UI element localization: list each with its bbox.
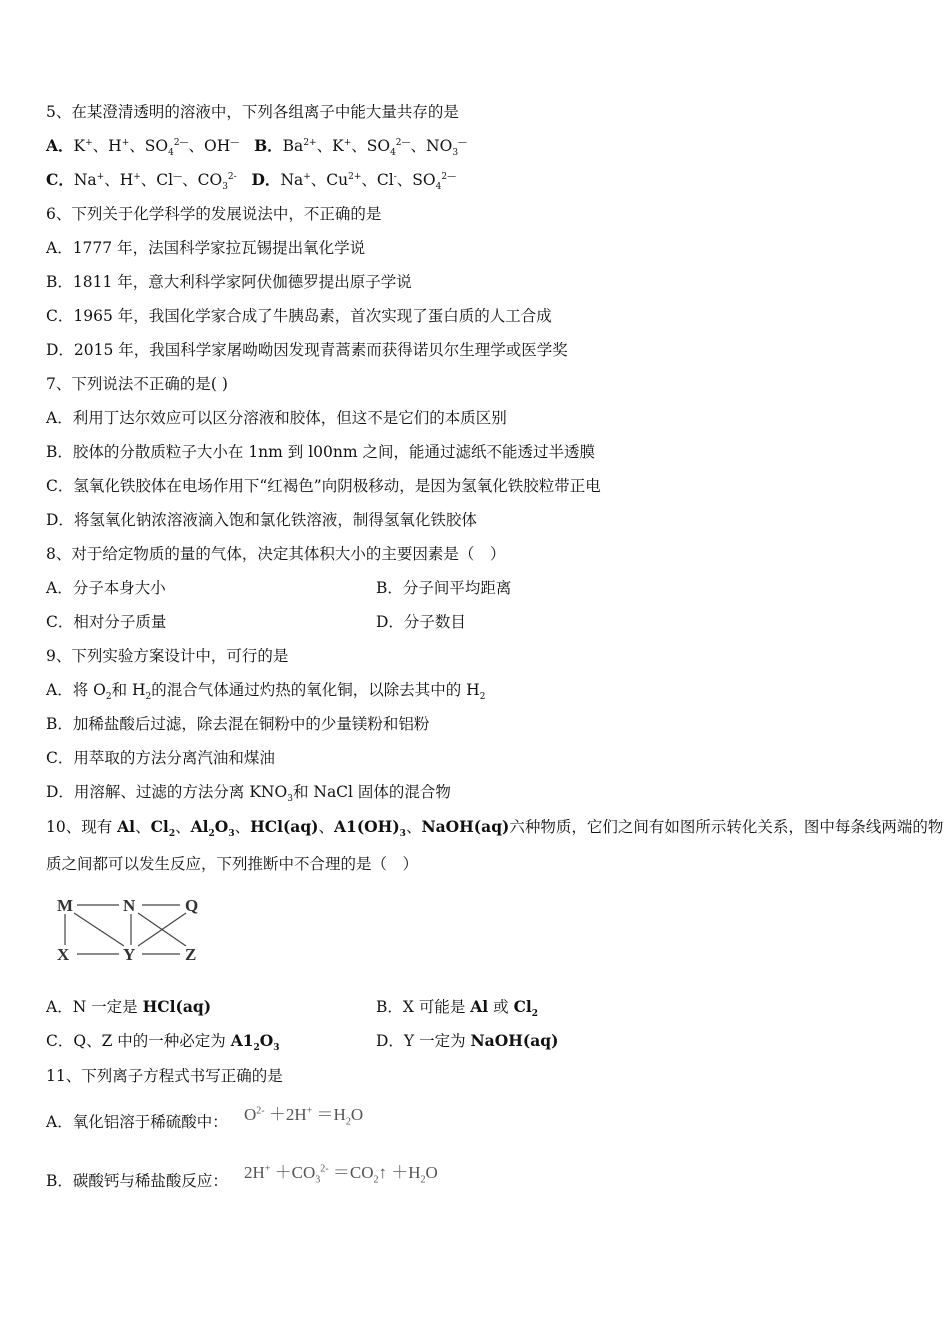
diagram-node-x: X [57,945,70,964]
q11-b-equation: $2H^+ +CO_3^{2-}$ $=CO_2↑ +H_2O$ [244,1163,438,1186]
q8-option-a: A．分子本身大小 [46,579,166,597]
q5-c-ions: Na+、H+、Cl—、$CO_3^{2-}$ [73,171,237,193]
q10-option-c: C．Q、Z 中的一种必定为 $A1_2O_3$ [46,1031,280,1054]
q5-stem: 5、在某澄清透明的溶液中，下列各组离子中能大量共存的是 [46,103,459,121]
q9-option-b: B．加稀盐酸后过滤，除去混在铜粉中的少量镁粉和铝粉 [46,715,430,733]
q5-d-ions: Na+、$Cu^{2+}$、Cl-、$SO_4^{2—}$ [280,171,457,193]
q8-option-c: C．相对分子质量 [46,613,167,631]
q10-stem-line2: 质之间都可以发生反应，下列推断中不合理的是（ ） [46,855,419,873]
q10-relation-diagram [50,892,210,967]
q6-stem: 6、下列关于化学科学的发展说法中，不正确的是 [46,205,382,223]
q10-option-b: B．X 可能是 Al 或 $Cl_2$ [376,997,539,1020]
q8-option-b: B．分子间平均距离 [376,579,512,597]
q5-a-label: A． [46,136,74,155]
q10-option-d: D．Y 一定为 NaOH(aq) [376,1031,559,1050]
q11-option-a: A．氧化铝溶于稀硫酸中： [46,1113,228,1131]
q9-stem: 9、下列实验方案设计中，可行的是 [46,647,289,665]
q7-option-b: B．胶体的分散质粒子大小在 1nm 到 l00nm 之间，能通过滤纸不能透过半透膜 [46,443,596,461]
q9-option-c: C．用萃取的方法分离汽油和煤油 [46,749,275,767]
q10-option-a: A．N 一定是 HCl(aq) [46,997,212,1016]
q11-option-b: B．碳酸钙与稀盐酸反应： [46,1172,228,1190]
q7-option-a: A．利用丁达尔效应可以区分溶液和胶体，但这不是它们的本质区别 [46,409,507,427]
q7-stem: 7、下列说法不正确的是( ) [46,375,228,393]
q9-option-d: D．用溶解、过滤的方法分离 $KNO_3$和 NaCl 固体的混合物 [46,783,451,805]
q7-option-d: D．将氢氧化钠浓溶液滴入饱和氯化铁溶液，制得氢氧化铁胶体 [46,511,477,529]
q6-option-a: A．1777 年，法国科学家拉瓦锡提出氧化学说 [46,239,366,257]
q11-stem: 11、下列离子方程式书写正确的是 [46,1067,283,1085]
q6-option-d: D．2015 年，我国科学家屠呦呦因发现青蒿素而获得诺贝尔生理学或医学奖 [46,341,568,359]
q8-stem: 8、对于给定物质的量的气体，决定其体积大小的主要因素是（ ） [46,545,506,563]
q5-a-ions: K+、H+、$SO_4^{2—}$、OH— [73,137,240,159]
q5-options-cd [46,170,457,193]
q11-a-equation: $O^{2-} +2H^+ =H_2O$ [244,1105,364,1128]
diagram-node-z: Z [185,945,197,964]
q6-option-c: C．1965 年，我国化学家合成了牛胰岛素，首次实现了蛋白质的人工合成 [46,307,552,325]
q5-d-label: D． [251,170,281,189]
diagram-node-m: M [57,896,74,915]
diagram-node-n: N [123,896,136,915]
q8-option-d: D．分子数目 [376,613,466,631]
q6-option-b: B．1811 年，意大利科学家阿伏伽德罗提出原子学说 [46,273,412,291]
q5-b-label: B． [254,136,283,155]
diagram-node-q: Q [185,896,199,915]
diagram-node-y: Y [123,945,136,964]
q9-option-a: A．将 $O_2$和 $H_2$的混合气体通过灼热的氧化铜，以除去其中的 $H_2$ [46,681,486,703]
q7-option-c: C．氢氧化铁胶体在电场作用下“红褐色”向阴极移动，是因为氢氧化铁胶粒带正电 [46,477,601,495]
q5-options-ab [46,136,468,159]
q10-stem-line1: 10、现有 Al、$Cl_2$、$Al_2O_3$、HCl(aq)、$A1(OH)_3$、NaOH(aq)六种物质，它们之间有如图所示转化关系，图中每条线两端的物 [46,817,944,840]
q5-c-label: C． [46,170,74,189]
q5-b-ions: $Ba^{2+}$、K+、$SO_4^{2—}$、$NO_3^—$ [282,137,468,159]
